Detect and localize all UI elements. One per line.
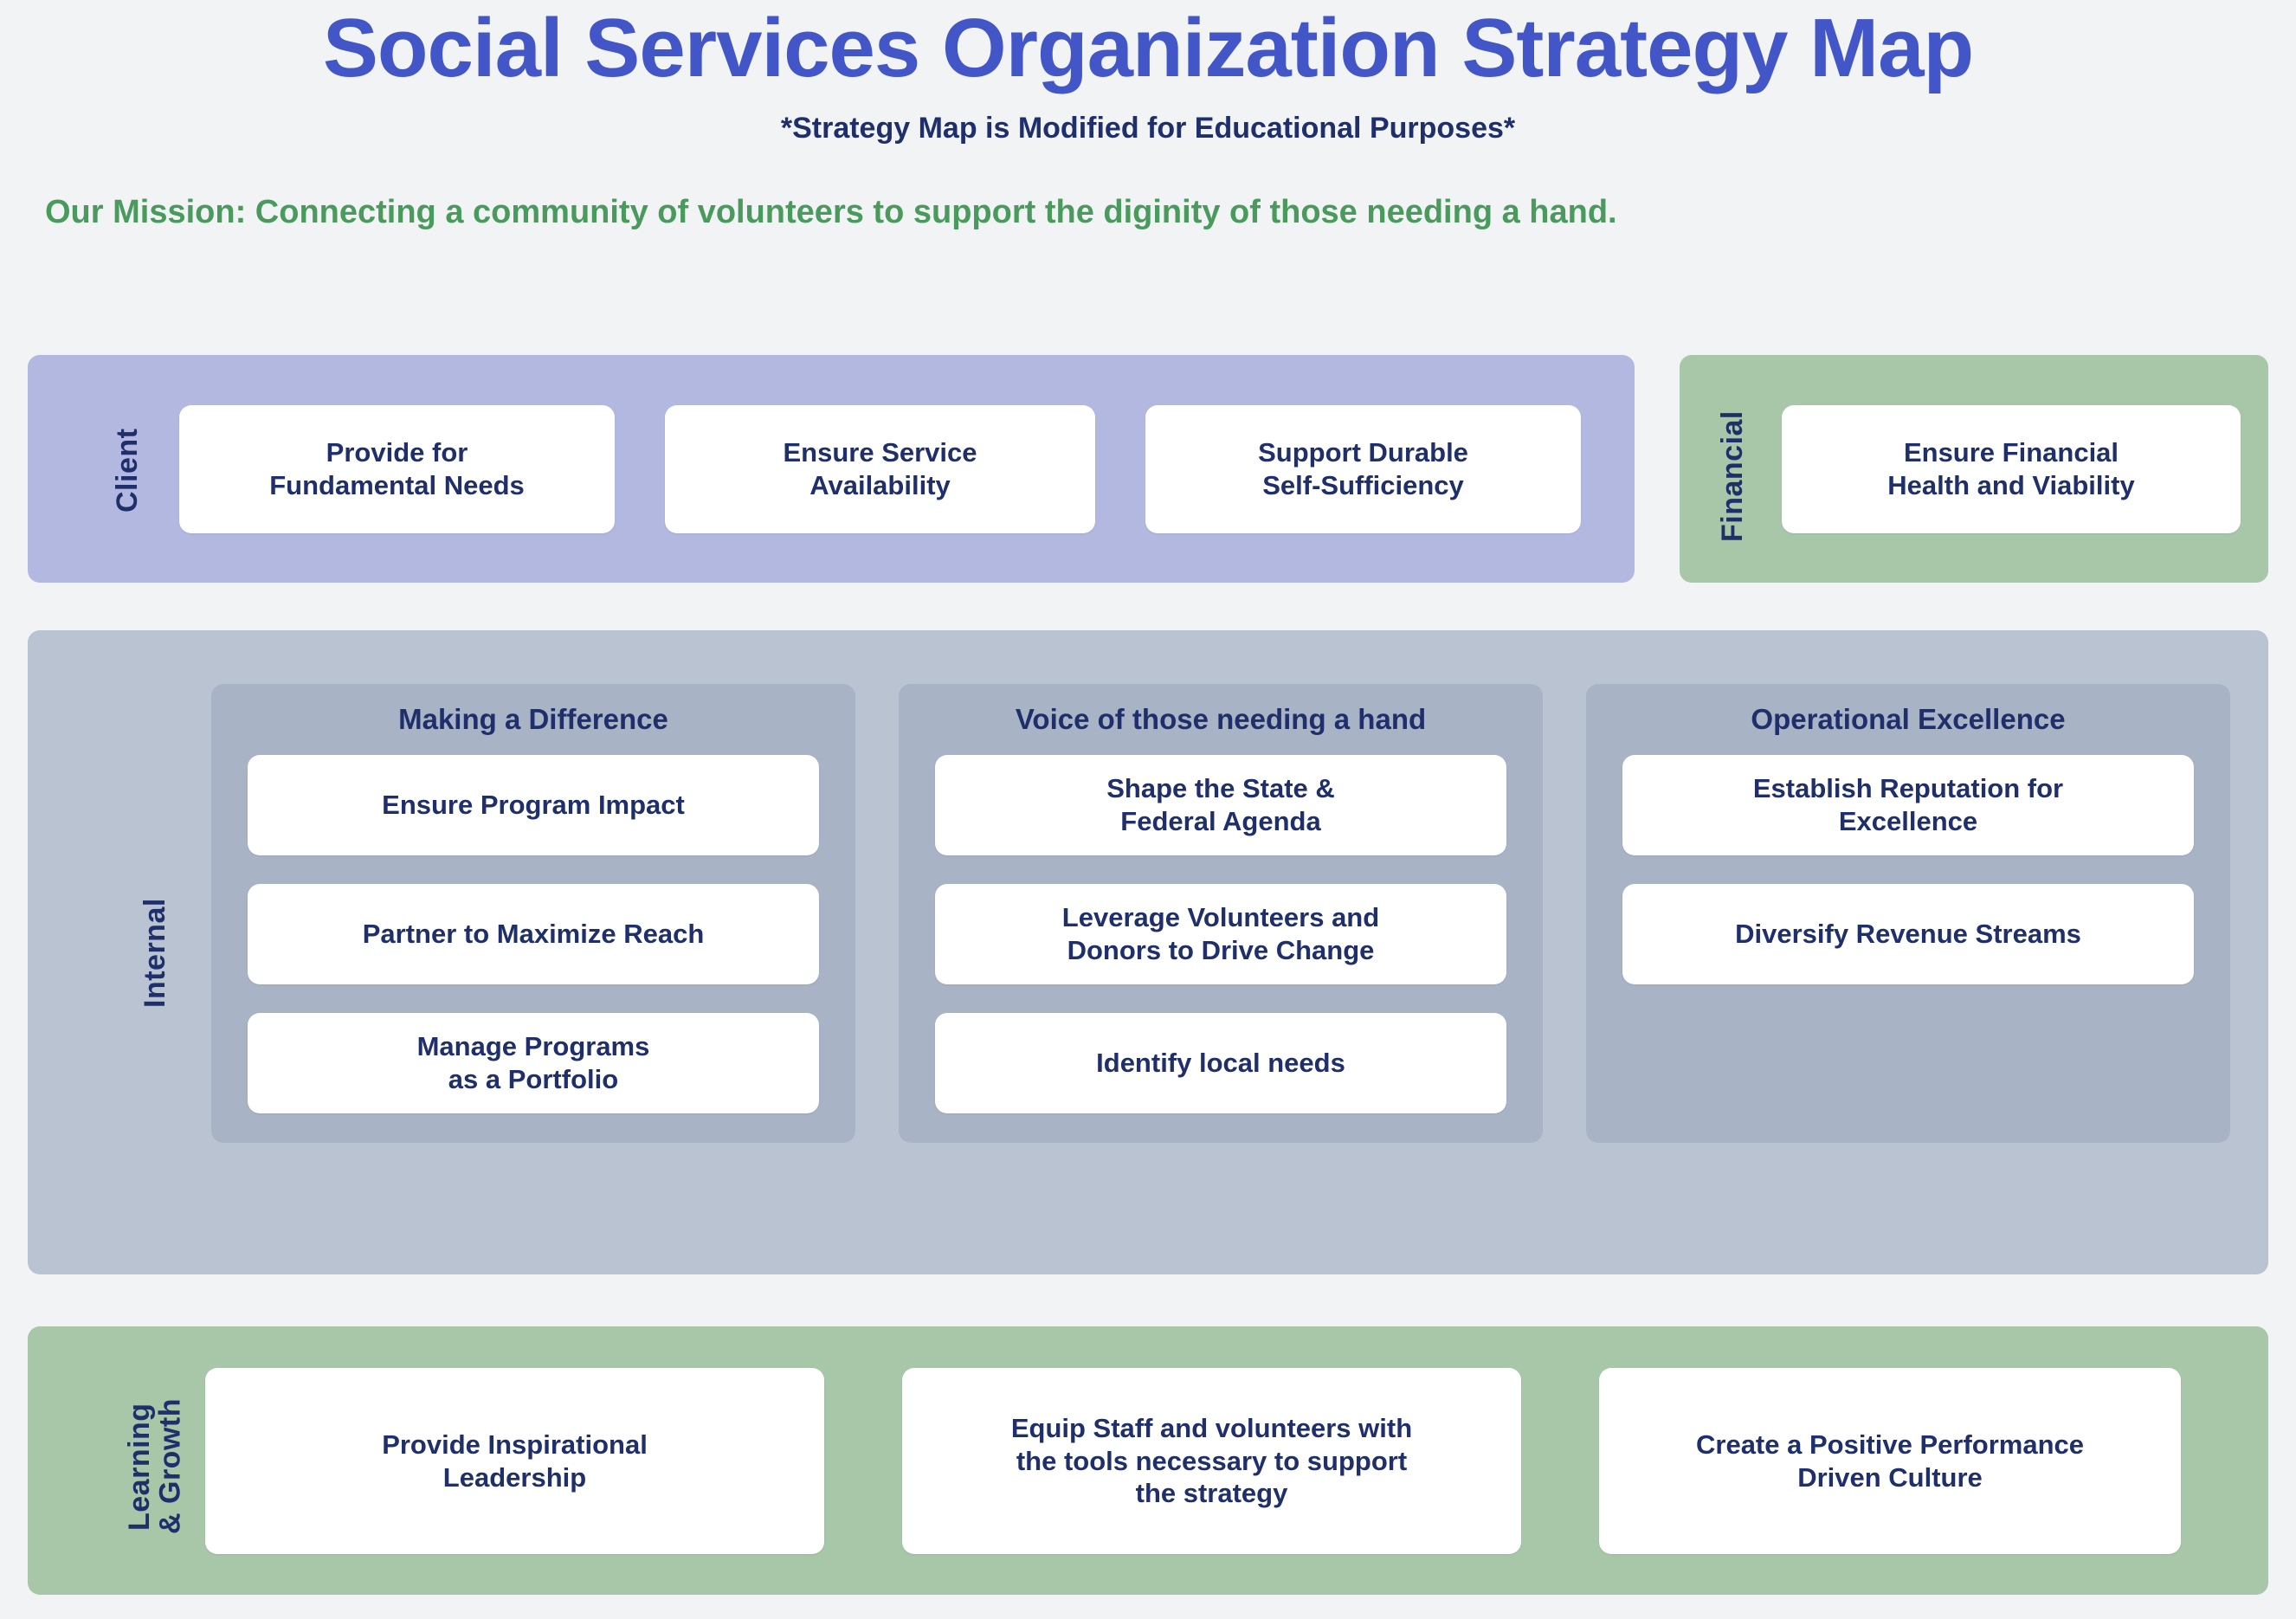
objective-card[interactable]: Identify local needs: [935, 1013, 1506, 1113]
objective-card[interactable]: Support Durable Self-Sufficiency: [1145, 405, 1581, 533]
learning-growth-objective-list: [205, 1368, 2181, 1554]
internal-theme-column: [1586, 684, 2230, 1143]
financial-objective-list: [1782, 405, 2241, 533]
internal-theme-column: [211, 684, 855, 1143]
mission-statement: Our Mission: Connecting a community of volunteers to support the diginity of those needing a hand.: [45, 193, 1617, 230]
theme-title: Voice of those needing a hand: [1015, 703, 1427, 735]
learning-growth-perspective-label: Learning & Growth: [123, 1398, 187, 1535]
page-title: Social Services Organization Strategy Map: [322, 2, 1974, 94]
financial-perspective-label: Financial: [1716, 410, 1749, 542]
objective-card[interactable]: Establish Reputation for Excellence: [1622, 755, 2194, 855]
objective-card[interactable]: Diversify Revenue Streams: [1622, 884, 2194, 984]
page-subtitle: *Strategy Map is Modified for Educational Purposes*: [780, 111, 1516, 145]
theme-title: Making a Difference: [398, 703, 668, 735]
objective-card[interactable]: Ensure Program Impact: [248, 755, 819, 855]
objective-card[interactable]: Partner to Maximize Reach: [248, 884, 819, 984]
objective-card[interactable]: Provide for Fundamental Needs: [179, 405, 615, 533]
learning-growth-perspective-band: [28, 1326, 2268, 1595]
client-perspective-label: Client: [111, 428, 144, 513]
internal-theme-column: [899, 684, 1543, 1143]
objective-card[interactable]: Equip Staff and volunteers with the tools necessary to support the strategy: [902, 1368, 1521, 1554]
internal-perspective-label: Internal: [139, 898, 171, 1008]
objective-card[interactable]: Leverage Volunteers and Donors to Drive Change: [935, 884, 1506, 984]
financial-perspective-band: [1680, 355, 2268, 583]
objective-card[interactable]: Shape the State & Federal Agenda: [935, 755, 1506, 855]
internal-theme-columns: [211, 684, 2230, 1143]
objective-card[interactable]: Ensure Service Availability: [665, 405, 1095, 533]
internal-perspective-band: [28, 630, 2268, 1274]
client-objective-list: [179, 405, 1581, 533]
objective-card[interactable]: Manage Programs as a Portfolio: [248, 1013, 819, 1113]
objective-card[interactable]: Ensure Financial Health and Viability: [1782, 405, 2241, 533]
client-perspective-band: [28, 355, 1635, 583]
theme-title: Operational Excellence: [1751, 703, 2066, 735]
objective-card[interactable]: Create a Positive Performance Driven Culture: [1599, 1368, 2181, 1554]
objective-card[interactable]: Provide Inspirational Leadership: [205, 1368, 824, 1554]
